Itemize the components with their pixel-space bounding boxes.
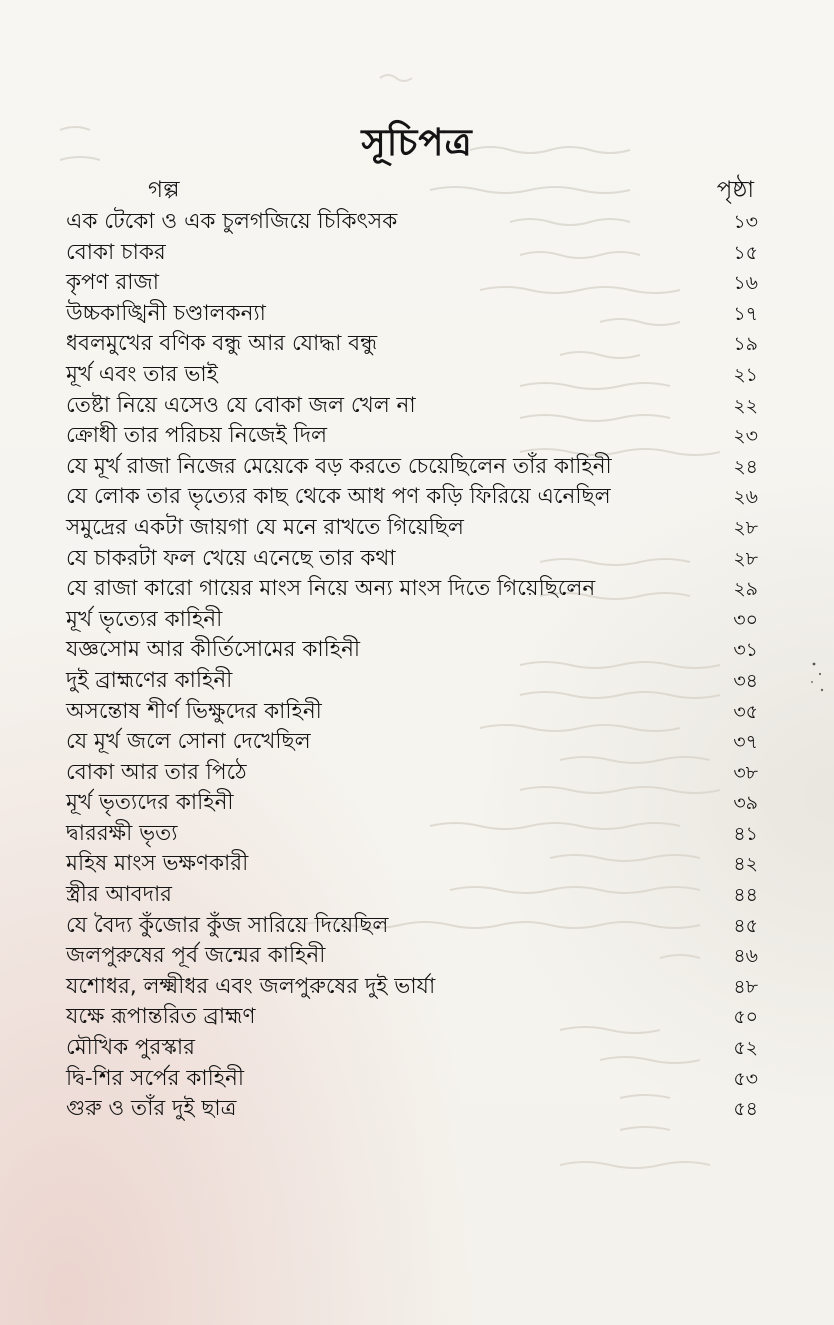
- list-item: [66, 238, 758, 269]
- list-item: [66, 788, 758, 819]
- story-column-header: গল্প: [148, 177, 180, 203]
- list-item: [66, 697, 758, 728]
- entry-title: যশোধর, লক্ষ্মীধর এবং জলপুরুষের দুই ভার্যা: [66, 973, 436, 999]
- entry-page-number: ৩১: [733, 639, 758, 662]
- entry-page-number: ১৩: [733, 211, 758, 233]
- list-item: [66, 666, 758, 697]
- entry-title: সমুদ্রের একটা জায়গা যে মনে রাখতে গিয়েছিল: [66, 514, 464, 540]
- list-item: [66, 635, 758, 666]
- entry-page-number: ৫০: [733, 1006, 758, 1029]
- entry-page-number: ৩৫: [733, 700, 758, 723]
- entry-title: দুই ব্রাহ্মণের কাহিনী: [66, 667, 233, 693]
- entry-page-number: ৩৯: [733, 792, 758, 815]
- list-item: [66, 911, 758, 942]
- list-item: [66, 452, 758, 483]
- entry-page-number: ১৯: [733, 333, 758, 356]
- list-item: [66, 207, 758, 238]
- entry-page-number: ৪২: [733, 853, 758, 876]
- list-item: [66, 605, 758, 636]
- entry-page-number: ২৬: [733, 486, 758, 509]
- entry-page-number: ২৩: [733, 425, 758, 448]
- entry-page-number: ৫২: [733, 1037, 758, 1060]
- list-item: [66, 513, 758, 544]
- list-item: [66, 268, 758, 299]
- entry-page-number: ৪১: [733, 822, 758, 845]
- entry-page-number: ২৯: [733, 578, 758, 601]
- entry-page-number: ৩৪: [733, 669, 758, 692]
- entry-title: মহিষ মাংস ভক্ষণকারী: [66, 851, 249, 877]
- list-item: [66, 391, 758, 422]
- entry-page-number: ২৮: [733, 547, 758, 570]
- entry-title: ক্রোধী তার পরিচয় নিজেই দিল: [66, 423, 328, 449]
- entry-page-number: ১৫: [733, 241, 758, 264]
- entry-title: যক্ষে রূপান্তরিত ব্রাহ্মণ: [66, 1004, 256, 1030]
- entry-page-number: ৫৩: [733, 1067, 758, 1090]
- list-item: [66, 849, 758, 880]
- entry-page-number: ৪৬: [733, 945, 758, 968]
- entry-page-number: ৩৭: [733, 731, 758, 754]
- list-item: [66, 727, 758, 758]
- entry-title: গুরু ও তাঁর দুই ছাত্র: [66, 1096, 237, 1122]
- list-item: [66, 1033, 758, 1064]
- entry-title: বোকা চাকর: [66, 239, 166, 265]
- contents-list: [66, 207, 758, 1125]
- entry-page-number: ১৬: [733, 272, 758, 295]
- entry-page-number: ১৭: [733, 302, 758, 325]
- entry-page-number: ২৪: [733, 455, 758, 478]
- entry-page-number: ৫৪: [733, 1098, 758, 1121]
- entry-title: দ্বি-শির সর্পের কাহিনী: [66, 1065, 245, 1091]
- entry-page-number: ২৮: [733, 516, 758, 539]
- entry-title: মূর্খ এবং তার ভাই: [66, 361, 218, 387]
- entry-page-number: ৪৪: [733, 884, 758, 907]
- list-item: [66, 574, 758, 605]
- entry-title: জলপুরুষের পূর্ব জন্মের কাহিনী: [66, 943, 326, 969]
- entry-page-number: ২২: [733, 394, 758, 417]
- entry-title: যে বৈদ্য কুঁজোর কুঁজ সারিয়ে দিয়েছিল: [66, 912, 389, 938]
- entry-title: মূর্খ ভৃত্যদের কাহিনী: [66, 790, 234, 816]
- entry-page-number: ৪৮: [733, 975, 758, 998]
- entry-page-number: ৩০: [733, 608, 758, 631]
- list-item: [66, 941, 758, 972]
- entry-title: যে চাকরটা ফল খেয়ে এনেছে তার কথা: [66, 545, 396, 571]
- entry-title: কৃপণ রাজা: [66, 270, 160, 296]
- list-item: [66, 1064, 758, 1095]
- entry-title: অসন্তোষ শীর্ণ ভিক্ষুদের কাহিনী: [66, 698, 322, 724]
- entry-page-number: ৩৮: [733, 761, 758, 784]
- entry-title: যজ্ঞসোম আর কীর্তিসোমের কাহিনী: [66, 637, 361, 663]
- entry-title: তেষ্টা নিয়ে এসেও যে বোকা জল খেল না: [66, 392, 416, 418]
- entry-title: ধবলমুখের বণিক বন্ধু আর যোদ্ধা বন্ধু: [66, 331, 378, 357]
- list-item: [66, 1002, 758, 1033]
- entry-title: যে মূর্খ জলে সোনা দেখেছিল: [66, 729, 311, 755]
- entry-page-number: ৪৫: [733, 914, 758, 937]
- list-item: [66, 972, 758, 1003]
- entry-title: যে রাজা কারো গায়ের মাংস নিয়ে অন্য মাংস দিতে গিয়েছিলেন: [66, 576, 596, 602]
- entry-title: উচ্চকাঙ্খিনী চণ্ডালকন্যা: [66, 300, 266, 326]
- entry-page-number: ২১: [733, 363, 758, 386]
- entry-title: যে লোক তার ভৃত্যের কাছ থেকে আধ পণ কড়ি ফিরিয়ে এনেছিল: [66, 484, 611, 510]
- margin-ink-specks: [804, 660, 828, 700]
- entry-title: মূর্খ ভৃত্যের কাহিনী: [66, 606, 223, 632]
- page-title: সূচিপত্র: [361, 121, 473, 164]
- page-column-header: পৃষ্ঠা: [716, 177, 754, 203]
- list-item: [66, 299, 758, 330]
- list-item: [66, 421, 758, 452]
- entry-title: এক টেকো ও এক চুলগজিয়ে চিকিৎসক: [66, 209, 398, 234]
- entry-title: বোকা আর তার পিঠে: [66, 759, 247, 785]
- entry-title: দ্বাররক্ষী ভৃত্য: [66, 820, 178, 846]
- list-item: [66, 758, 758, 789]
- list-item: [66, 880, 758, 911]
- entry-title: মৌখিক পুরস্কার: [66, 1035, 195, 1061]
- list-item: [66, 482, 758, 513]
- list-item: [66, 360, 758, 391]
- list-item: [66, 329, 758, 360]
- entry-title: যে মূর্খ রাজা নিজের মেয়েকে বড় করতে চেয়েছিলেন তাঁর কাহিনী: [66, 453, 612, 479]
- entry-title: স্ত্রীর আবদার: [66, 882, 173, 908]
- list-item: [66, 819, 758, 850]
- list-item: [66, 1094, 758, 1125]
- list-item: [66, 544, 758, 575]
